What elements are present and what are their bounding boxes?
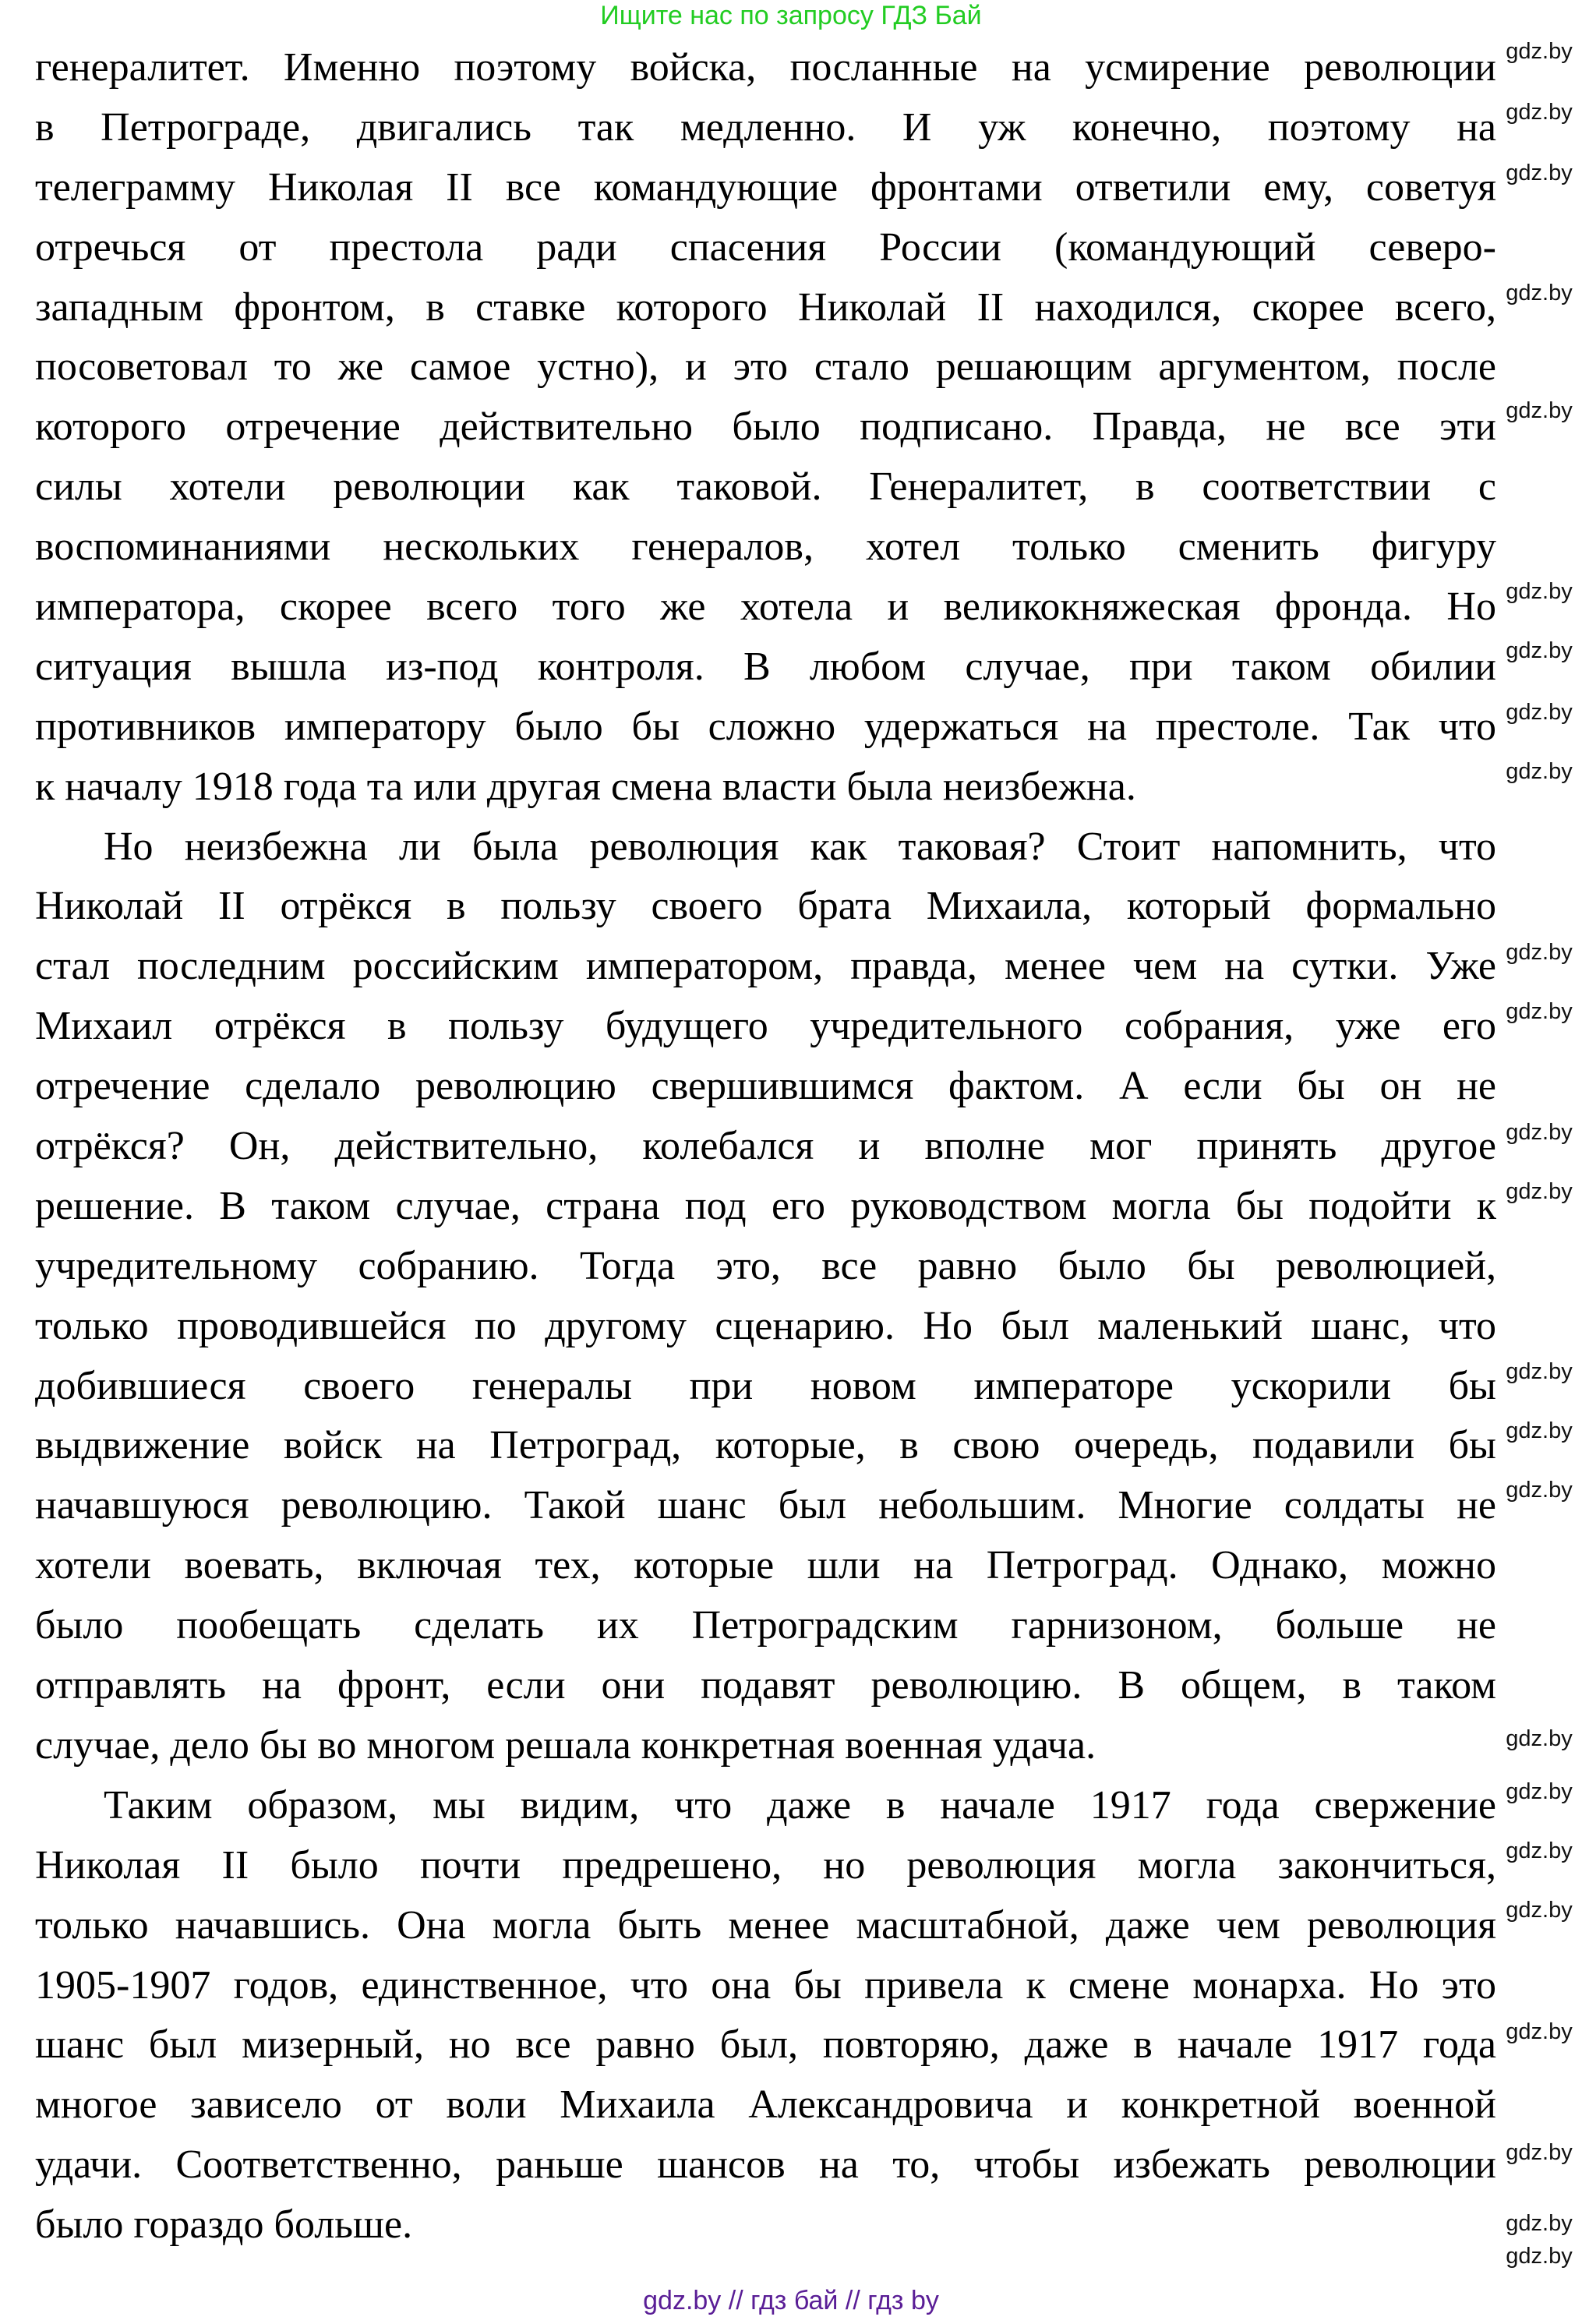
text-line: было гораздо больше. [35, 2202, 413, 2248]
watermark: gdz.by [1506, 2244, 1573, 2269]
text-line: Николая II было почти предрешено, но революция могла закончиться, [35, 1842, 1496, 1888]
watermark: gdz.by [1506, 700, 1573, 725]
text-line: силы хотели революции как таковой. Генералитет, в соответствии с [35, 464, 1496, 510]
text-line: учредительному собранию. Тогда это, все равно было бы революцией, [35, 1243, 1496, 1288]
watermark: gdz.by [1506, 1179, 1573, 1204]
text-line: только проводившейся по другому сценарию. Но был маленький шанс, что [35, 1303, 1496, 1348]
text-line: было пообещать сделать их Петроградским гарнизоном, больше не [35, 1603, 1496, 1648]
text-line: отрёкся? Он, действительно, колебался и вполне мог принять другое [35, 1124, 1496, 1169]
search-hint-banner: Ищите нас по запросу ГДЗ Бай [600, 1, 982, 30]
watermark: gdz.by [1506, 1726, 1573, 1751]
text-line: 1905-1907 годов, единственное, что она бы привела к смене монарха. Но это [35, 1962, 1496, 2008]
watermark: gdz.by [1506, 999, 1573, 1024]
document-body [35, 38, 1496, 2255]
text-line: отречение сделало революцию свершившимся фактом. А если бы он не [35, 1064, 1496, 1109]
text-line: решение. В таком случае, страна под его руководством могла бы подойти к [35, 1183, 1496, 1228]
text-line: воспоминаниями нескольких генералов, хотел только сменить фигуру [35, 524, 1496, 570]
text-line: отправлять на фронт, если они подавят революцию. В общем, в таком [35, 1663, 1496, 1708]
watermark: gdz.by [1506, 100, 1573, 125]
watermark: gdz.by [1506, 940, 1573, 965]
text-line: Но неизбежна ли была революция как таковая? Стоит напомнить, что [104, 824, 1496, 869]
text-line: удачи. Соответственно, раньше шансов на то, чтобы избежать революции [35, 2142, 1496, 2188]
text-line: шанс был мизерный, но все равно был, повторяю, даже в начале 1917 года [35, 2022, 1496, 2068]
footer-links[interactable]: gdz.by // гдз бай // гдз by [643, 2286, 939, 2315]
watermark: gdz.by [1506, 1779, 1573, 1804]
watermark: gdz.by [1506, 398, 1573, 423]
watermark: gdz.by [1506, 1359, 1573, 1384]
watermark: gdz.by [1506, 759, 1573, 784]
watermark: gdz.by [1506, 638, 1573, 663]
text-line: добившиеся своего генералы при новом императоре ускорили бы [35, 1363, 1496, 1408]
text-line: телеграмму Николая II все командующие фронтами ответили ему, советуя [35, 164, 1496, 210]
text-line: императора, скорее всего того же хотела и великокняжеская фронда. Но [35, 585, 1496, 630]
text-line: посоветовал то же самое устно), и это стало решающим аргументом, после [35, 344, 1496, 390]
text-line: выдвижение войск на Петроград, которые, в свою очередь, подавили бы [35, 1423, 1496, 1468]
text-line: многое зависело от воли Михаила Александровича и конкретной военной [35, 2082, 1496, 2128]
watermark: gdz.by [1506, 39, 1573, 64]
text-line: ситуация вышла из-под контроля. В любом случае, при таком обилии [35, 644, 1496, 689]
watermark: gdz.by [1506, 1478, 1573, 1503]
watermark: gdz.by [1506, 161, 1573, 185]
watermark: gdz.by [1506, 2211, 1573, 2236]
text-line: Михаил отрёкся в пользу будущего учредительного собрания, уже его [35, 1004, 1496, 1049]
text-line: только начавшись. Она могла быть менее масштабной, даже чем революция [35, 1902, 1496, 1948]
text-line: западным фронтом, в ставке которого Николай II находился, скорее всего, [35, 284, 1496, 330]
watermark: gdz.by [1506, 1898, 1573, 1923]
text-line: случае, дело бы во многом решала конкретная военная удача. [35, 1722, 1096, 1768]
text-line: к началу 1918 года та или другая смена власти была неизбежна. [35, 764, 1136, 809]
text-line: Николай II отрёкся в пользу своего брата Михаила, который формально [35, 884, 1496, 929]
watermark: gdz.by [1506, 2140, 1573, 2165]
watermark: gdz.by [1506, 579, 1573, 604]
watermark: gdz.by [1506, 2019, 1573, 2044]
text-line: которого отречение действительно было подписано. Правда, не все эти [35, 404, 1496, 450]
text-line: Таким образом, мы видим, что даже в начале 1917 года свержение [104, 1782, 1496, 1828]
watermark: gdz.by [1506, 1120, 1573, 1145]
text-line: начавшуюся революцию. Такой шанс был небольшим. Многие солдаты не [35, 1483, 1496, 1528]
watermark: gdz.by [1506, 1838, 1573, 1863]
text-line: стал последним российским императором, правда, менее чем на сутки. Уже [35, 944, 1496, 989]
text-line: генералитет. Именно поэтому войска, посланные на усмирение революции [35, 45, 1496, 90]
text-line: в Петрограде, двигались так медленно. И уж конечно, поэтому на [35, 104, 1496, 150]
text-line: хотели воевать, включая тех, которые шли на Петроград. Однако, можно [35, 1543, 1496, 1588]
watermark: gdz.by [1506, 281, 1573, 306]
text-line: противников императору было бы сложно удержаться на престоле. Так что [35, 704, 1496, 749]
text-line: отречься от престола ради спасения России (командующий северо- [35, 224, 1496, 270]
watermark: gdz.by [1506, 1418, 1573, 1443]
